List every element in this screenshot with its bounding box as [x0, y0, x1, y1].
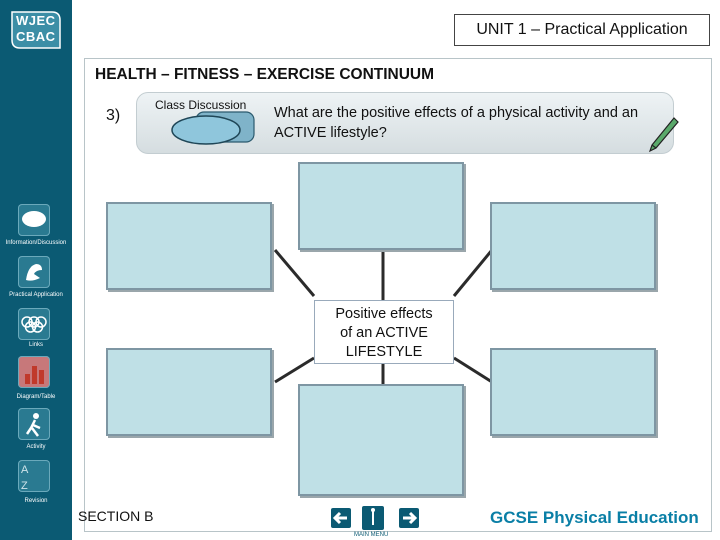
sidebar-label-links: Links [28, 342, 43, 348]
previous-button[interactable] [331, 508, 351, 528]
main-menu-label: MAIN MENU [354, 532, 389, 538]
center-line2: of an ACTIVE [340, 325, 428, 341]
page-heading: HEALTH – FITNESS – EXERCISE CONTINUUM [95, 66, 435, 83]
sidebar-label-revision: Revision [24, 498, 48, 504]
person-icon [362, 506, 384, 530]
answer-box-top-right[interactable] [490, 202, 656, 290]
answer-box-bottom-left[interactable] [106, 348, 272, 436]
answer-box-top-left[interactable] [106, 202, 272, 290]
center-topic [314, 300, 454, 364]
center-line1: Positive effects [335, 306, 433, 322]
main-menu-button[interactable] [362, 506, 384, 530]
sidebar-label-diagram: Diagram/Table [16, 394, 56, 400]
svg-text:A: A [21, 464, 29, 476]
answer-box-bottom-right[interactable] [490, 348, 656, 436]
center-line3: LIFESTYLE [345, 344, 423, 360]
svg-text:Z: Z [21, 480, 28, 492]
sidebar-label-practical: Practical Application [9, 292, 63, 298]
course-title: GCSE Physical Education [490, 508, 699, 527]
section-label: SECTION B [78, 508, 154, 524]
answer-box-bottom[interactable] [298, 384, 464, 496]
next-button[interactable] [399, 508, 419, 528]
question-number: 3) [106, 107, 121, 124]
arrow-left-icon [331, 508, 351, 528]
class-discussion-label: Class Discussion [155, 98, 247, 112]
logo-line1: WJEC [16, 13, 56, 28]
question-text: What are the positive effects of a physical activity and an ACTIVE lifestyle? [274, 105, 639, 141]
logo-line2: CBAC [16, 29, 56, 44]
sidebar-label-information: Information/Discussion [5, 240, 67, 246]
unit-title: UNIT 1 – Practical Application [454, 14, 710, 46]
sidebar-label-activity: Activity [26, 444, 46, 450]
arrow-right-icon [399, 508, 419, 528]
answer-box-top[interactable] [298, 162, 464, 250]
